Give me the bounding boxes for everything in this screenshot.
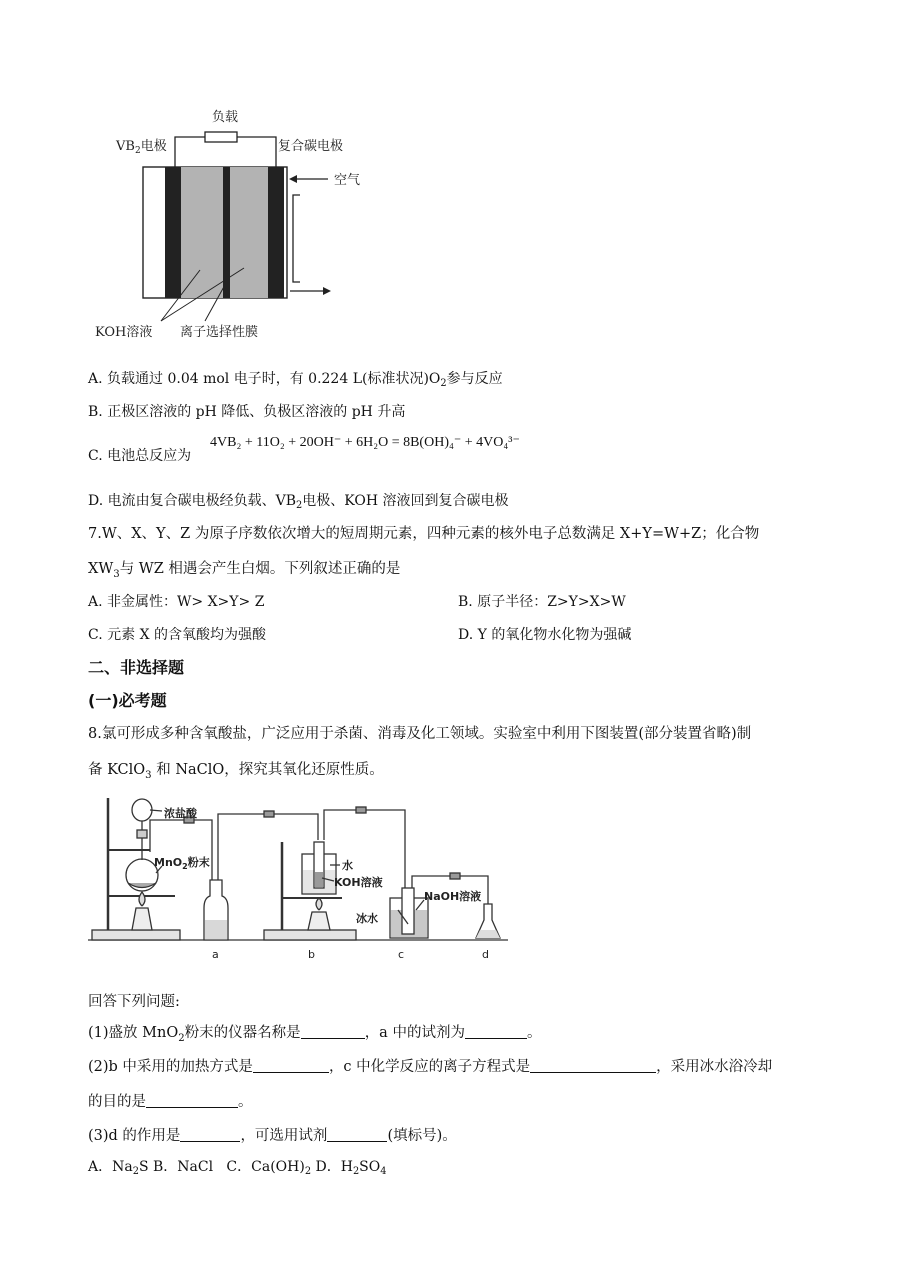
apparatus-label-b: b: [308, 948, 315, 961]
wire-left: [175, 137, 205, 168]
koh-solution-label: KOH溶液: [334, 876, 383, 889]
vb2-electrode: [165, 167, 181, 298]
subsection-title: (一)必考题: [88, 691, 167, 710]
answer-blank[interactable]: [530, 1058, 656, 1073]
apparatus-diagram: [0, 780, 909, 970]
answer-blank[interactable]: [180, 1127, 240, 1142]
answer-blank[interactable]: [301, 1024, 365, 1039]
carbon-electrode-label: 复合碳电极: [278, 139, 344, 154]
mno2-label: MnO$_2$粉末: [154, 856, 210, 871]
burner-2: [308, 912, 330, 930]
q6-option-d: D. 电流由复合碳电极经负载、$VB_2$电极、KOH 溶液回到复合碳电极: [88, 493, 509, 512]
q6-option-c-equation: 4VB₂ + 11O₂ + 20OH⁻ + 6H₂O = 8B(OH)₄⁻ + 4VO₄³⁻: [210, 435, 520, 450]
answer-blank[interactable]: [146, 1093, 238, 1108]
conc-hcl-label: 浓盐酸: [164, 807, 197, 820]
q6-option-c: C. 电池总反应为: [88, 448, 192, 464]
q8-stem-line1: 8.氯可形成多种含氧酸盐，广泛应用于杀菌、消毒及化工领域。实验室中利用下图装置(部分装置省略)制: [88, 726, 752, 742]
q8-part2-cont: 的目的是 。: [88, 1094, 253, 1110]
air-in-arrowhead: [289, 175, 297, 183]
air-label: 空气: [334, 173, 361, 188]
q6-option-b: B. 正极区溶液的 pH 降低、负极区溶液的 pH 升高: [88, 404, 406, 420]
funnel-stopcock: [137, 830, 147, 838]
answer-blank[interactable]: [327, 1127, 387, 1142]
air-out-arrowhead: [323, 287, 331, 295]
q7-stem-line1: 7.W、X、Y、Z 为原子序数依次增大的短周期元素，四种元素的核外电子总数满足 X+Y=W+Z；化合物: [88, 526, 760, 542]
q6-option-a: A. 负载通过 0.04 mol 电子时，有 0.224 L(标准状况)$O_2$参与反应: [88, 371, 503, 390]
test-tube-c: [402, 888, 414, 934]
q8-part1: (1)盛放 MnO$_2$粉末的仪器名称是 ，a 中的试剂为 。: [88, 1025, 542, 1044]
load-label: 负载: [212, 110, 239, 125]
air-channel: [293, 195, 300, 282]
ion-selective-membrane: [223, 167, 230, 298]
q8-choices: A．$Na_2S$ B．NaCl C．$Ca(OH)_2$ D．$H_2SO_4$: [88, 1159, 387, 1178]
answer-blank[interactable]: [465, 1024, 527, 1039]
battery-diagram: [0, 0, 909, 345]
q7-option-a: A. 非金属性：W> X>Y> Z: [88, 594, 265, 610]
koh-region-right: [230, 167, 268, 298]
section-title: 二、非选择题: [88, 658, 185, 677]
vb2-electrode-label: $VB_2$电极: [116, 139, 167, 156]
separatory-funnel: [132, 799, 152, 821]
q8-part2: (2)b 中采用的加热方式是 ，c 中化学反应的离子方程式是 ，采用冰水浴冷却: [88, 1059, 773, 1075]
stand-base-2: [264, 930, 356, 940]
flame-1: [139, 892, 145, 906]
q7-stem-line2: $XW_3$与 WZ 相遇会产生白烟。下列叙述正确的是: [88, 561, 401, 580]
q7-option-b: B. 原子半径：Z>Y>X>W: [458, 594, 626, 610]
koh-region-left: [181, 167, 223, 298]
ice-water-label: 冰水: [356, 912, 378, 925]
q8-stem-line2: 备 KClO$_3$ 和 NaClO，探究其氧化还原性质。: [88, 762, 384, 781]
water-label: 水: [342, 859, 353, 872]
q8-part3: (3)d 的作用是 ，可选用试剂 (填标号)。: [88, 1128, 457, 1144]
koh-label: KOH溶液: [95, 325, 153, 340]
answer-blank[interactable]: [253, 1058, 329, 1073]
q7-option-c: C. 元素 X 的含氧酸均为强酸: [88, 627, 266, 643]
naoh-solution-label: NaOH溶液: [424, 890, 482, 903]
q7-option-d: D. Y 的氧化物水化物为强碱: [458, 627, 632, 643]
stand-base-1: [92, 930, 180, 940]
answer-intro: 回答下列问题:: [88, 994, 180, 1010]
burner-1: [132, 908, 152, 930]
carbon-electrode: [268, 167, 284, 298]
wire-right: [237, 137, 276, 168]
apparatus-label-d: d: [482, 948, 489, 961]
load-resistor: [205, 132, 237, 142]
apparatus-label-a: a: [212, 948, 219, 961]
membrane-label: 离子选择性膜: [180, 325, 259, 340]
tube-flask-to-a: [150, 820, 212, 880]
apparatus-label-c: c: [398, 948, 405, 961]
flame-2: [316, 898, 322, 910]
